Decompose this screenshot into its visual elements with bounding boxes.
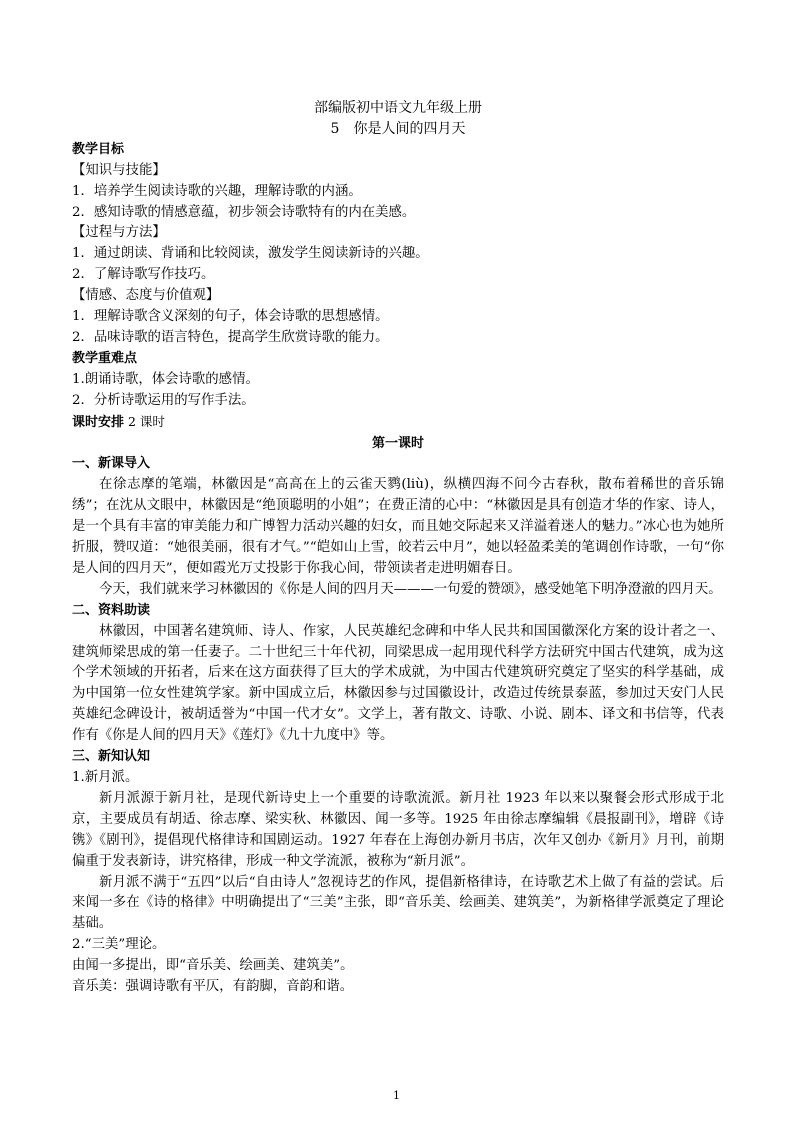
first-class-heading: 第一课时 bbox=[371, 435, 424, 451]
section-heading: 三、新知认知 bbox=[72, 749, 151, 765]
emotion-heading: 【情感、态度与价值观】 bbox=[72, 288, 220, 304]
section-heading: 二、资料助读 bbox=[72, 602, 151, 618]
paragraph: 新月派源于新月社，是现代新诗史上一个重要的诗歌流派。新月社 1923 年以来以聚餐会形式形成于北京，主要成员有胡适、徐志摩、梁实秋、林徽因、闻一多等。1925 年由徐志摩编辑《晨报副刊》，增辟《诗镌》《剧刊》，提倡现代格律诗和国剧运动。1927 年春在上海创办新月书店，次年又创办《新月》月刊，前期偏重于发表新诗，讲究格律，形成一种文学流派，被称为“新月派”。 bbox=[72, 790, 724, 869]
goals-heading: 教学目标 bbox=[72, 141, 125, 157]
text-line: 由闻一多提出，即“音乐美、绘画美、建筑美”。 bbox=[72, 958, 354, 974]
page-number: 1 bbox=[393, 1089, 400, 1102]
document-page bbox=[72, 98, 724, 998]
paragraph: 今天，我们就来学习林徽因的《你是人间的四月天———一句爱的赞颂》，感受她笔下明净澄澈的四月天。 bbox=[99, 581, 722, 597]
section-heading: 一、新课导入 bbox=[72, 456, 151, 472]
book-title: 部编版初中语文九年级上册 bbox=[314, 100, 482, 116]
process-heading: 【过程与方法】 bbox=[72, 225, 166, 241]
list-item: 2．品味诗歌的语言特色，提高学生欣赏诗歌的能力。 bbox=[72, 329, 389, 345]
text-line: 音乐美：强调诗歌有平仄，有韵脚，音韵和谐。 bbox=[72, 979, 354, 995]
schedule-value: 2 课时 bbox=[124, 413, 165, 429]
list-item: 1．培养学生阅读诗歌的兴趣，理解诗歌的内涵。 bbox=[72, 183, 362, 199]
list-item: 2．感知诗歌的情感意蕴，初步领会诗歌特有的内在美感。 bbox=[72, 204, 416, 220]
paragraph: 新月派不满于“五四”以后“自由诗人”忽视诗艺的作风，提倡新格律诗，在诗歌艺术上做了有益的尝试。后来闻一多在《诗的格律》中明确提出了“三美”主张，即“音乐美、绘画美、建筑美”，为新格律学派奠定了理论基础。 bbox=[72, 874, 724, 932]
subheading: 2.“三美”理论。 bbox=[72, 937, 166, 953]
paragraph: 林徽因，中国著名建筑师、诗人、作家，人民英雄纪念碑和中华人民共和国国徽深化方案的设计者之一、建筑师梁思成的第一任妻子。二十世纪三十年代初，同梁思成一起用现代科学方法研究中国古代建筑，成为这个学术领域的开拓者，后来在这方面获得了巨大的学术成就，为中国古代建筑研究奠定了坚实的科学基础，成为中国第一位女性建筑学家。新中国成立后，林徽因参与过国徽设计，改造过传统景泰蓝，参加过天安门人民英雄纪念碑设计，被胡适誉为“中国一代才女”。文学上，著有散文、诗歌、小说、剧本、译文和书信等，代表作有《你是人间的四月天》《莲灯》《九十九度中》等。 bbox=[72, 623, 724, 744]
schedule-label: 课时安排 bbox=[72, 414, 125, 430]
paragraph: 在徐志摩的笔端，林徽因是“高高在上的云雀天鹨(liù)，纵横四海不问今古春秋，散布着稀世的音乐锦绣”；在沈从文眼中，林徽因是“绝顶聪明的小姐”；在费正清的心中：“林徽因是具有创造才华的作家、诗人，是一个具有丰富的审美能力和广博智力活动兴趣的妇女，而且她交际起来又洋溢着迷人的魅力。”冰心也为她所折服，赞叹道：“她很美丽，很有才气。”“皑如山上雪，皎若云中月”，她以轻盈柔美的笔调创作诗歌，一句“你是人间的四月天”，便如霞光万丈投影于你我心间，带领读者走进明媚春日。 bbox=[72, 477, 724, 576]
subheading: 1.新月派。 bbox=[72, 770, 139, 785]
difficulties-heading: 教学重难点 bbox=[72, 350, 138, 366]
list-item: 1．通过朗读、背诵和比较阅读，激发学生阅读新诗的兴趣。 bbox=[72, 246, 429, 262]
list-item: 2．分析诗歌运用的写作手法。 bbox=[72, 392, 255, 408]
list-item: 2．了解诗歌写作技巧。 bbox=[72, 267, 215, 283]
schedule-line bbox=[72, 412, 724, 434]
list-item: 1.朗诵诗歌，体会诗歌的感情。 bbox=[72, 371, 259, 387]
lesson-title: 5 你是人间的四月天 bbox=[330, 120, 466, 137]
list-item: 1．理解诗歌含义深刻的句子，体会诗歌的思想感情。 bbox=[72, 309, 389, 325]
knowledge-heading: 【知识与技能】 bbox=[72, 162, 166, 178]
